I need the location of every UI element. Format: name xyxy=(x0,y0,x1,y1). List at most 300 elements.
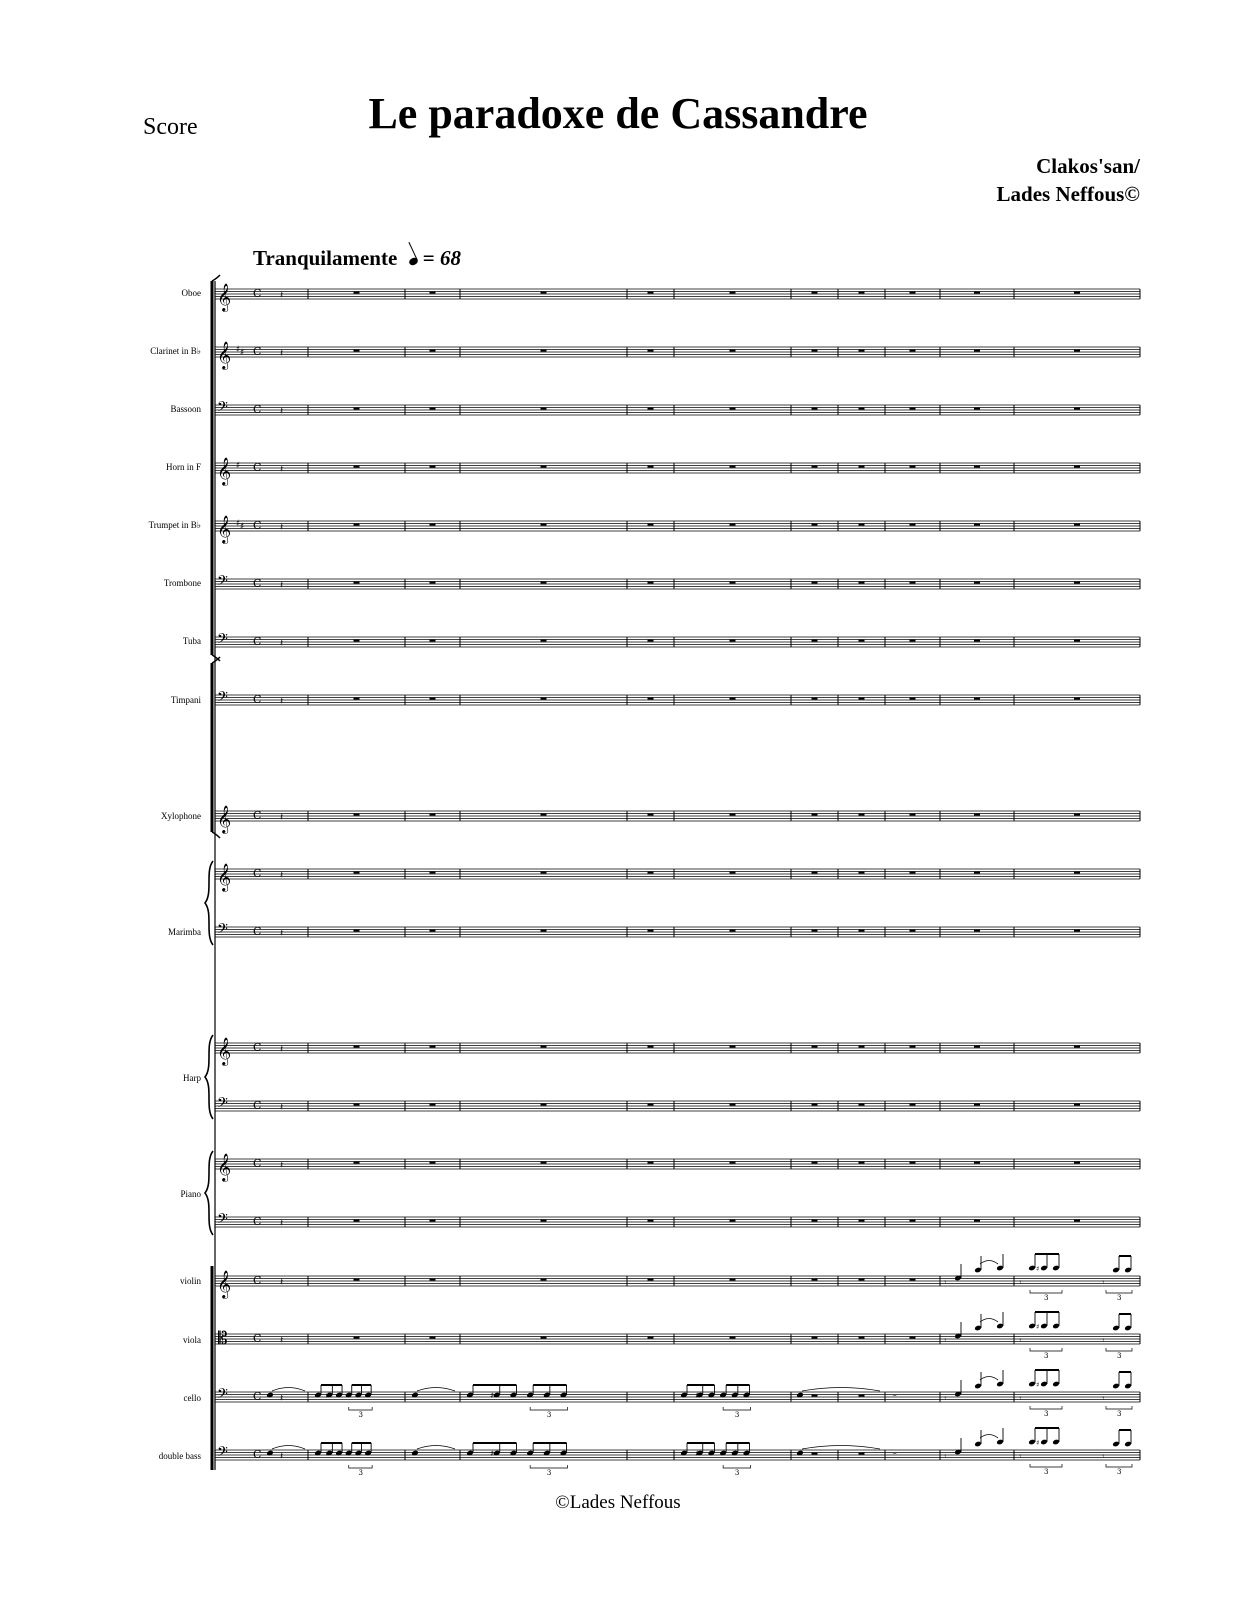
whole-rest-icon xyxy=(974,1162,980,1164)
page-title: Le paradoxe de Cassandre xyxy=(368,89,868,138)
whole-rest-icon xyxy=(910,1220,916,1222)
whole-rest-icon xyxy=(859,640,865,642)
whole-rest-icon xyxy=(1074,930,1080,932)
whole-rest-icon xyxy=(812,1279,818,1281)
time-signature-c: C xyxy=(253,1041,262,1054)
time-signature-c: C xyxy=(253,1099,262,1112)
eighth-rest-icon: 𝄾 xyxy=(1019,1278,1022,1288)
whole-rest-icon xyxy=(430,1162,436,1164)
whole-rest-icon xyxy=(859,1104,865,1106)
bass-clef-icon: 𝄢 xyxy=(217,689,228,709)
whole-rest-icon xyxy=(648,466,654,468)
instrument-label-horn: Horn in F xyxy=(165,462,201,472)
whole-rest-icon xyxy=(812,640,818,642)
tempo-bpm: 68 xyxy=(440,246,462,270)
whole-rest-icon xyxy=(859,524,865,526)
tuplet-bracket xyxy=(723,1407,750,1410)
instrument-label-timpani: Timpani xyxy=(170,695,201,705)
whole-rest-icon xyxy=(859,1220,865,1222)
whole-rest-icon xyxy=(730,582,736,584)
whole-rest-icon xyxy=(1074,814,1080,816)
tuplet-bracket xyxy=(723,1465,750,1468)
whole-rest-icon xyxy=(1074,408,1080,410)
tuplet-bracket xyxy=(1030,1406,1062,1409)
instrument-label-double-bass: double bass xyxy=(158,1451,201,1461)
tie-arc xyxy=(802,1388,880,1392)
treble-clef-icon: 𝄞 xyxy=(217,805,232,833)
tuplet-bracket xyxy=(530,1465,567,1468)
whole-rest-icon xyxy=(541,698,547,700)
whole-rest-icon xyxy=(812,1220,818,1222)
tuplet-number: 3 xyxy=(358,1411,363,1419)
whole-rest-icon xyxy=(1074,698,1080,700)
quarter-rest-icon: 𝄽 xyxy=(280,1160,284,1171)
whole-rest-icon xyxy=(974,872,980,874)
whole-rest-icon xyxy=(648,1046,654,1048)
whole-rest-icon xyxy=(910,350,916,352)
whole-rest-icon xyxy=(354,698,360,700)
eighth-rest-icon: 𝄾 xyxy=(944,1278,947,1288)
tuplet-bracket xyxy=(1106,1406,1132,1409)
whole-rest-icon xyxy=(1074,350,1080,352)
treble-clef-icon: 𝄞 xyxy=(217,457,232,485)
whole-rest-icon xyxy=(1074,582,1080,584)
whole-rest-icon xyxy=(541,582,547,584)
composer-line-2: Lades Neffous© xyxy=(996,182,1140,206)
quarter-rest-icon: 𝄽 xyxy=(280,1102,284,1113)
time-signature-c: C xyxy=(253,345,262,358)
time-signature-c: C xyxy=(253,1332,262,1345)
whole-rest-icon xyxy=(541,1279,547,1281)
whole-rest-icon xyxy=(812,930,818,932)
tie-arc xyxy=(980,1319,998,1323)
instrument-label-oboe: Oboe xyxy=(181,288,201,298)
whole-rest-icon xyxy=(648,292,654,294)
whole-rest-icon xyxy=(648,582,654,584)
whole-rest-icon xyxy=(354,640,360,642)
whole-rest-icon xyxy=(974,292,980,294)
quarter-rest-icon: 𝄽 xyxy=(280,638,284,649)
footer-copyright: ©Lades Neffous xyxy=(555,1492,681,1513)
whole-rest-icon xyxy=(812,814,818,816)
instrument-label-tuba: Tuba xyxy=(182,636,201,646)
time-signature-c: C xyxy=(253,1448,262,1461)
whole-rest-icon xyxy=(730,408,736,410)
whole-rest-icon xyxy=(730,814,736,816)
bass-clef-icon: 𝄢 xyxy=(217,1095,228,1115)
whole-rest-icon xyxy=(430,582,436,584)
treble-clef-icon: 𝄞 xyxy=(217,283,232,311)
tuplet-number: 3 xyxy=(1044,1468,1049,1476)
whole-rest-icon xyxy=(541,1104,547,1106)
whole-rest-icon xyxy=(430,408,436,410)
whole-rest-icon xyxy=(648,1104,654,1106)
instrument-label-piano: Piano xyxy=(180,1189,201,1199)
whole-rest-icon xyxy=(354,466,360,468)
whole-rest-icon xyxy=(910,814,916,816)
tuplet-bracket xyxy=(1030,1290,1062,1293)
tuplet-number: 3 xyxy=(1044,1352,1049,1360)
key-sharp-icon: ♯ xyxy=(236,519,241,529)
tuplet-number: 3 xyxy=(546,1411,552,1419)
instrument-label-harp: Harp xyxy=(183,1073,201,1083)
whole-rest-icon xyxy=(1074,1162,1080,1164)
treble-clef-icon: 𝄞 xyxy=(217,1270,232,1298)
whole-rest-icon xyxy=(730,1337,736,1339)
whole-rest-icon xyxy=(648,872,654,874)
whole-rest-icon xyxy=(430,1046,436,1048)
whole-rest-icon xyxy=(1074,524,1080,526)
time-signature-c: C xyxy=(253,635,262,648)
tempo-equals: = xyxy=(422,246,435,270)
quarter-rest-icon: 𝄽 xyxy=(280,406,284,417)
whole-rest-icon xyxy=(974,930,980,932)
whole-rest-icon xyxy=(859,1337,865,1339)
whole-rest-icon xyxy=(859,930,865,932)
treble-clef-icon: 𝄞 xyxy=(217,1153,232,1181)
whole-rest-icon xyxy=(430,814,436,816)
whole-rest-icon xyxy=(974,640,980,642)
bass-clef-icon: 𝄢 xyxy=(217,1211,228,1231)
time-signature-c: C xyxy=(253,925,262,938)
whole-rest-icon xyxy=(648,408,654,410)
sharp-icon: ♯ xyxy=(1036,1439,1040,1447)
whole-rest-icon xyxy=(541,872,547,874)
whole-rest-icon xyxy=(648,814,654,816)
whole-rest-icon xyxy=(354,814,360,816)
whole-rest-icon xyxy=(730,698,736,700)
whole-rest-icon xyxy=(541,814,547,816)
whole-rest-icon xyxy=(910,1046,916,1048)
time-signature-c: C xyxy=(253,519,262,532)
whole-rest-icon xyxy=(541,292,547,294)
whole-rest-icon xyxy=(1074,872,1080,874)
whole-rest-icon xyxy=(354,1337,360,1339)
composer-line-1: Clakos'san/ xyxy=(1036,154,1140,178)
whole-rest-icon xyxy=(730,872,736,874)
whole-rest-icon xyxy=(430,524,436,526)
whole-rest-icon xyxy=(541,1337,547,1339)
time-signature-c: C xyxy=(253,1390,262,1403)
whole-rest-icon xyxy=(910,698,916,700)
whole-rest-icon xyxy=(910,1279,916,1281)
sharp-icon: ♯ xyxy=(490,1391,494,1400)
treble-clef-icon: 𝄞 xyxy=(217,341,232,369)
time-signature-c: C xyxy=(253,287,262,300)
whole-rest-icon xyxy=(648,1279,654,1281)
eighth-rest-icon: 𝄾 xyxy=(1102,1336,1105,1346)
whole-rest-icon xyxy=(1074,1220,1080,1222)
whole-rest-icon xyxy=(859,1046,865,1048)
whole-rest-icon xyxy=(354,1104,360,1106)
whole-rest-icon xyxy=(812,872,818,874)
whole-rest-icon xyxy=(354,1220,360,1222)
sharp-icon: ♯ xyxy=(1036,1323,1040,1331)
tuplet-number: 3 xyxy=(734,1411,740,1419)
quarter-rest-icon: 𝄽 xyxy=(280,870,284,881)
brace xyxy=(205,861,213,945)
whole-rest-icon xyxy=(730,466,736,468)
tuplet-bracket xyxy=(530,1407,567,1410)
whole-rest-icon xyxy=(730,1279,736,1281)
tuplet-bracket xyxy=(349,1465,372,1468)
half-rest-icon: 𝄼 xyxy=(893,1450,897,1460)
whole-rest-icon xyxy=(812,1453,818,1455)
sharp-icon: ♯ xyxy=(325,1391,330,1400)
eighth-rest-icon: 𝄾 xyxy=(1019,1452,1022,1462)
sharp-icon: ♯ xyxy=(1036,1381,1040,1389)
whole-rest-icon xyxy=(974,408,980,410)
tuplet-bracket xyxy=(349,1407,372,1410)
whole-rest-icon xyxy=(859,1453,865,1455)
whole-rest-icon xyxy=(910,292,916,294)
sharp-icon: ♯ xyxy=(1036,1265,1040,1273)
whole-rest-icon xyxy=(354,1162,360,1164)
time-signature-c: C xyxy=(253,461,262,474)
bass-clef-icon: 𝄢 xyxy=(217,1386,228,1406)
brace xyxy=(205,1151,213,1235)
tie-arc xyxy=(272,1388,305,1392)
whole-rest-icon xyxy=(812,292,818,294)
brace xyxy=(205,1035,213,1119)
bass-clef-icon: 𝄢 xyxy=(217,631,228,651)
whole-rest-icon xyxy=(974,524,980,526)
whole-rest-icon xyxy=(974,1104,980,1106)
key-sharp-icon: ♯ xyxy=(240,348,245,358)
whole-rest-icon xyxy=(648,1162,654,1164)
whole-rest-icon xyxy=(812,1337,818,1339)
whole-rest-icon xyxy=(430,698,436,700)
tuplet-number: 3 xyxy=(1117,1410,1122,1418)
whole-rest-icon xyxy=(430,872,436,874)
bass-clef-icon: 𝄢 xyxy=(217,573,228,593)
time-signature-c: C xyxy=(253,403,262,416)
whole-rest-icon xyxy=(974,1220,980,1222)
whole-rest-icon xyxy=(730,640,736,642)
whole-rest-icon xyxy=(859,350,865,352)
whole-rest-icon xyxy=(812,582,818,584)
bracket-hook-top xyxy=(212,275,220,281)
whole-rest-icon xyxy=(859,466,865,468)
whole-rest-icon xyxy=(354,930,360,932)
time-signature-c: C xyxy=(253,809,262,822)
whole-rest-icon xyxy=(430,1104,436,1106)
whole-rest-icon xyxy=(730,930,736,932)
tie-arc xyxy=(980,1377,998,1381)
whole-rest-icon xyxy=(910,408,916,410)
whole-rest-icon xyxy=(354,524,360,526)
time-signature-c: C xyxy=(253,693,262,706)
whole-rest-icon xyxy=(648,1220,654,1222)
whole-rest-icon xyxy=(910,872,916,874)
sharp-icon: ♯ xyxy=(325,1449,330,1458)
quarter-rest-icon: 𝄽 xyxy=(280,1218,284,1229)
whole-rest-icon xyxy=(812,350,818,352)
whole-rest-icon xyxy=(541,466,547,468)
whole-rest-icon xyxy=(354,350,360,352)
tie-arc xyxy=(980,1261,998,1265)
whole-rest-icon xyxy=(541,640,547,642)
tie-arc xyxy=(980,1435,998,1439)
tuplet-number: 3 xyxy=(1117,1468,1122,1476)
whole-rest-icon xyxy=(648,930,654,932)
tuplet-bracket xyxy=(1106,1464,1132,1467)
tuplet-number: 3 xyxy=(734,1469,740,1477)
sharp-icon: ♯ xyxy=(490,1449,494,1458)
bass-clef-icon: 𝄢 xyxy=(217,399,228,419)
whole-rest-icon xyxy=(859,872,865,874)
whole-rest-icon xyxy=(541,1046,547,1048)
quarter-rest-icon: 𝄽 xyxy=(280,812,284,823)
tuplet-number: 3 xyxy=(546,1469,552,1477)
bass-clef-icon: 𝄢 xyxy=(217,1444,228,1464)
eighth-rest-icon: 𝄾 xyxy=(944,1452,947,1462)
tuplet-bracket xyxy=(1106,1348,1132,1351)
whole-rest-icon xyxy=(1074,1104,1080,1106)
whole-rest-icon xyxy=(859,292,865,294)
quarter-rest-icon: 𝄽 xyxy=(280,1335,284,1346)
whole-rest-icon xyxy=(1074,1046,1080,1048)
instrument-label-clarinet: Clarinet in B♭ xyxy=(150,346,201,356)
tuplet-bracket xyxy=(1030,1348,1062,1351)
instrument-label-bassoon: Bassoon xyxy=(170,404,201,414)
half-rest-icon: 𝄼 xyxy=(893,1392,897,1402)
tuplet-bracket xyxy=(1030,1464,1062,1467)
whole-rest-icon xyxy=(730,1104,736,1106)
quarter-rest-icon: 𝄽 xyxy=(280,290,284,301)
quarter-rest-icon: 𝄽 xyxy=(280,522,284,533)
whole-rest-icon xyxy=(812,466,818,468)
alto-clef-icon: 𝄡 xyxy=(218,1329,228,1349)
instrument-label-violin: violin xyxy=(179,1276,201,1286)
key-sharp-icon: ♯ xyxy=(240,522,245,532)
whole-rest-icon xyxy=(648,1337,654,1339)
whole-rest-icon xyxy=(354,1046,360,1048)
instrument-label-xylophone: Xylophone xyxy=(161,811,201,821)
instrument-label-cello: cello xyxy=(183,1393,201,1403)
whole-rest-icon xyxy=(730,1220,736,1222)
eighth-rest-icon: 𝄾 xyxy=(1102,1452,1105,1462)
tie-arc xyxy=(417,1446,455,1450)
whole-rest-icon xyxy=(910,1104,916,1106)
whole-rest-icon xyxy=(648,524,654,526)
tuplet-bracket xyxy=(1106,1290,1132,1293)
whole-rest-icon xyxy=(910,930,916,932)
whole-rest-icon xyxy=(730,292,736,294)
whole-rest-icon xyxy=(1074,466,1080,468)
whole-rest-icon xyxy=(541,524,547,526)
whole-rest-icon xyxy=(974,1046,980,1048)
instrument-label-trumpet: Trumpet in B♭ xyxy=(148,520,201,530)
whole-rest-icon xyxy=(812,1104,818,1106)
whole-rest-icon xyxy=(430,292,436,294)
quarter-rest-icon: 𝄽 xyxy=(280,1451,284,1462)
eighth-rest-icon: 𝄾 xyxy=(1019,1394,1022,1404)
quarter-rest-icon: 𝄽 xyxy=(280,928,284,939)
whole-rest-icon xyxy=(430,1220,436,1222)
whole-rest-icon xyxy=(541,350,547,352)
sharp-icon: ♯ xyxy=(695,1391,699,1400)
whole-rest-icon xyxy=(430,930,436,932)
whole-rest-icon xyxy=(859,1395,865,1397)
whole-rest-icon xyxy=(730,524,736,526)
whole-rest-icon xyxy=(430,466,436,468)
quarter-rest-icon: 𝄽 xyxy=(280,1044,284,1055)
whole-rest-icon xyxy=(541,408,547,410)
whole-rest-icon xyxy=(974,350,980,352)
whole-rest-icon xyxy=(974,466,980,468)
whole-rest-icon xyxy=(910,1337,916,1339)
whole-rest-icon xyxy=(541,1162,547,1164)
whole-rest-icon xyxy=(812,408,818,410)
quarter-rest-icon: 𝄽 xyxy=(280,348,284,359)
bass-clef-icon: 𝄢 xyxy=(217,921,228,941)
whole-rest-icon xyxy=(812,1046,818,1048)
quarter-rest-icon: 𝄽 xyxy=(280,696,284,707)
whole-rest-icon xyxy=(1074,292,1080,294)
whole-rest-icon xyxy=(859,698,865,700)
whole-rest-icon xyxy=(859,1279,865,1281)
whole-rest-icon xyxy=(1074,640,1080,642)
treble-clef-icon: 𝄞 xyxy=(217,1037,232,1065)
tie-arc xyxy=(417,1388,455,1392)
whole-rest-icon xyxy=(910,1162,916,1164)
whole-rest-icon xyxy=(812,698,818,700)
whole-rest-icon xyxy=(812,1162,818,1164)
time-signature-c: C xyxy=(253,1157,262,1170)
whole-rest-icon xyxy=(648,640,654,642)
whole-rest-icon xyxy=(910,582,916,584)
whole-rest-icon xyxy=(648,350,654,352)
whole-rest-icon xyxy=(430,350,436,352)
whole-rest-icon xyxy=(859,408,865,410)
eighth-rest-icon: 𝄾 xyxy=(1019,1336,1022,1346)
eighth-rest-icon: 𝄾 xyxy=(1102,1394,1105,1404)
whole-rest-icon xyxy=(812,524,818,526)
whole-rest-icon xyxy=(730,1046,736,1048)
key-sharp-icon: ♯ xyxy=(236,461,241,471)
whole-rest-icon xyxy=(430,1279,436,1281)
whole-rest-icon xyxy=(354,292,360,294)
whole-rest-icon xyxy=(430,1337,436,1339)
eighth-rest-icon: 𝄾 xyxy=(1102,1278,1105,1288)
score-label: Score xyxy=(143,114,198,140)
whole-rest-icon xyxy=(354,872,360,874)
tuplet-number: 3 xyxy=(1117,1294,1122,1302)
whole-rest-icon xyxy=(974,814,980,816)
whole-rest-icon xyxy=(859,582,865,584)
whole-rest-icon xyxy=(910,524,916,526)
instrument-label-viola: viola xyxy=(183,1335,201,1345)
whole-rest-icon xyxy=(974,698,980,700)
eighth-rest-icon: 𝄾 xyxy=(944,1336,947,1346)
quarter-rest-icon: 𝄽 xyxy=(280,464,284,475)
tuplet-number: 3 xyxy=(358,1469,363,1477)
treble-clef-icon: 𝄞 xyxy=(217,863,232,891)
whole-rest-icon xyxy=(859,814,865,816)
whole-rest-icon xyxy=(541,930,547,932)
sharp-icon: ♯ xyxy=(695,1449,699,1458)
tuplet-number: 3 xyxy=(1044,1410,1049,1418)
tuplet-number: 3 xyxy=(1044,1294,1049,1302)
tuplet-number: 3 xyxy=(1117,1352,1122,1360)
time-signature-c: C xyxy=(253,1274,262,1287)
whole-rest-icon xyxy=(859,1162,865,1164)
instrument-label-marimba: Marimba xyxy=(168,927,201,937)
whole-rest-icon xyxy=(812,1395,818,1397)
whole-rest-icon xyxy=(354,1279,360,1281)
time-signature-c: C xyxy=(253,1215,262,1228)
